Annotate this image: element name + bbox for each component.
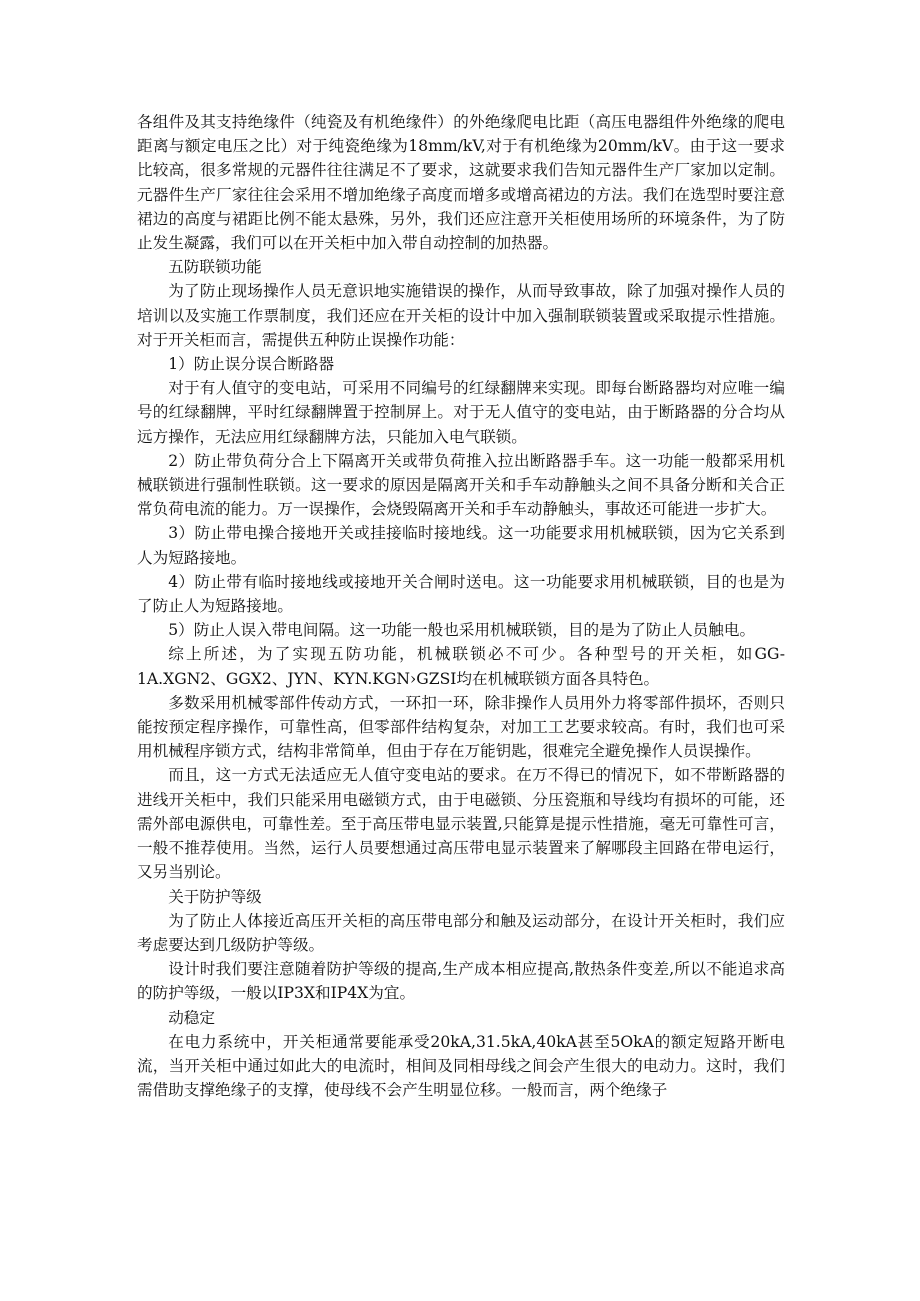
paragraph-protection-1: 为了防止人体接近高压开关柜的高压带电部分和触及运动部分，在设计开关柜时，我们应考虑要达到几级防护等级。 — [137, 911, 785, 954]
paragraph-item-3: 3）防止带电操合接地开关或挂接临时接地线。这一功能要求用机械联锁，因为它关系到人为短路接地。 — [137, 524, 785, 567]
paragraph-protection-2: 设计时我们要注意随着防护等级的提高,生产成本相应提高,散热条件变差,所以不能追求高的防护等级，一般以IP3X和IP4X为宜。 — [137, 960, 785, 1003]
section-heading-protection: 关于防护等级 — [168, 887, 262, 906]
paragraph-item-2: 2）防止带负荷分合上下隔离开关或带负荷推入拉出断路器手车。这一功能一般都采用机械联锁进行强制性联锁。这一要求的原因是隔离开关和手车动静触头之间不具备分断和关合正常负荷电流的能力。万一误操作，会烧毁隔离开关和手车动静触头，事故还可能进一步扩大。 — [137, 451, 785, 519]
paragraph-item-1: 对于有人值守的变电站，可采用不同编号的红绿翻牌来实现。即每台断路器均对应唯一编号的红绿翻牌，平时红绿翻牌置于控制屏上。对于无人值守的变电站，由于断路器的分合均从远方操作，无法应用红绿翻牌方法，只能加入电气联锁。 — [137, 379, 785, 446]
subheading-item-1: 1）防止误分误合断路器 — [168, 355, 335, 374]
paragraph-intro: 各组件及其支持绝缘件（纯瓷及有机绝缘件）的外绝缘爬电比距（高压电器组件外绝缘的爬电距离与额定电压之比）对于纯瓷绝缘为18mm∕kV,对于有机绝缘为20mm∕kV。由于这一要求比较高，很多常规的元器件往往满足不了要求，这就要求我们告知元器件生产厂家加以定制。元器件生产厂家往往会采用不增加绝缘子高度而增多或增高裙边的方法。我们在选型时要注意裙边的高度与裙距比例不能太悬殊，另外，我们还应注意开关柜使用场所的环境条件，为了防止发生凝露，我们可以在开关柜中加入带自动控制的加热器。 — [137, 113, 785, 253]
paragraph-item-5: 5）防止人误入带电间隔。这一功能一般也采用机械联锁，目的是为了防止人员触电。 — [168, 621, 756, 640]
section-heading-interlock: 五防联锁功能 — [168, 258, 262, 277]
paragraph-mechanical: 多数采用机械零部件传动方式，一环扣一环，除非操作人员用外力将零部件损坏，否则只能按预定程序操作，可靠性高，但零部件结构复杂，对加工工艺要求较高。有时，我们也可采用机械程序锁方式，结构非常简单，但由于存在万能钥匙，很难完全避免操作人员误操作。 — [137, 693, 785, 761]
document-body — [137, 110, 785, 1102]
paragraph-interlock-intro: 为了防止现场操作人员无意识地实施错误的操作，从而导致事故，除了加强对操作人员的培训以及实施工作票制度，我们还应在开关柜的设计中加入强制联锁装置或采取提示性措施。对于开关柜而言，需提供五种防止误操作功能： — [137, 282, 785, 349]
paragraph-summary: 综上所述，为了实现五防功能，机械联锁必不可少。各种型号的开关柜，如GG-1A.XGN2、GGX2、JYN、KYN.KGN›GZSI均在机械联锁方面各具特色。 — [137, 645, 785, 688]
paragraph-item-4: 4）防止带有临时接地线或接地开关合闸时送电。这一功能要求用机械联锁，目的也是为了防止人为短路接地。 — [137, 572, 785, 616]
section-heading-dynamic-stability: 动稳定 — [168, 1008, 215, 1027]
paragraph-dynamic-stability: 在电力系统中，开关柜通常要能承受20kA,31.5kA,40kA甚至5OkA的额定短路开断电流，当开关柜中通过如此大的电流时，相间及同相母线之间会产生很大的电动力。这时，我们需借助支撑绝缘子的支撑，使母线不会产生明显位移。一般而言，两个绝缘子 — [137, 1032, 785, 1100]
paragraph-electromagnetic: 而且，这一方式无法适应无人值守变电站的要求。在万不得已的情况下，如不带断路器的进线开关柜中，我们只能采用电磁锁方式，由于电磁锁、分压瓷瓶和导线均有损坏的可能，还需外部电源供电，可靠性差。至于高压带电显示装置,只能算是提示性措施，毫无可靠性可言，一般不推荐使用。当然，运行人员要想通过高压带电显示装置来了解哪段主回路在带电运行，又另当别论。 — [137, 766, 785, 882]
